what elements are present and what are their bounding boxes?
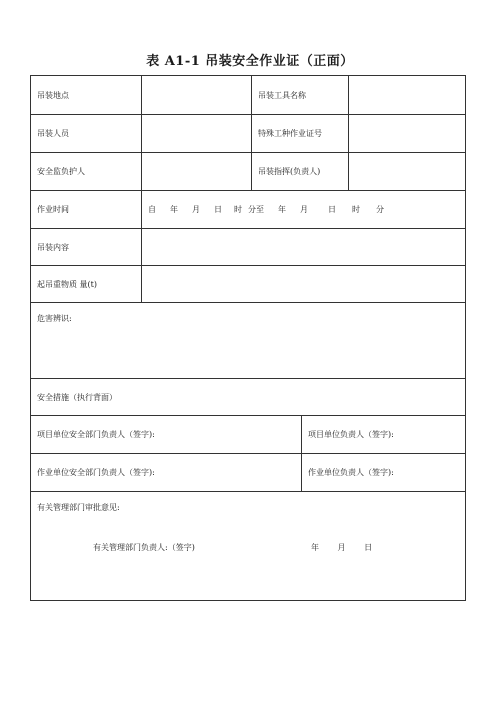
content-value-field[interactable] <box>141 229 465 265</box>
location-label: 吊装地点 <box>37 90 69 100</box>
row-hazard <box>31 303 465 379</box>
row-content <box>31 229 465 266</box>
project-lead-label: 项目单位负责人（签字): <box>308 430 394 439</box>
approval-date <box>311 542 388 553</box>
commander-label: 吊装指挥(负责人) <box>251 153 348 190</box>
personnel-value-field[interactable] <box>141 115 251 152</box>
row-safety <box>31 379 465 416</box>
time-start-hour: 时 <box>234 205 242 214</box>
commander-value-field[interactable] <box>348 153 465 190</box>
approval-month: 月 <box>337 543 346 552</box>
row-guardian <box>31 153 465 191</box>
special-cert-value-field[interactable] <box>348 115 465 152</box>
row-work-signatures <box>31 454 465 492</box>
work-safety-label: 作业单位安全部门负责人（签字): <box>37 468 155 477</box>
work-time-label: 作业时间 <box>37 205 69 214</box>
time-start-minute-to: 分至 <box>248 205 264 214</box>
lifting-permit-form <box>30 75 466 601</box>
project-lead-signature-field[interactable] <box>301 416 465 453</box>
safety-field[interactable] <box>31 379 465 415</box>
content-label: 吊装内容 <box>37 242 69 252</box>
tool-label: 吊装工具名称 <box>251 76 348 114</box>
time-end-day: 日 <box>328 205 336 214</box>
row-personnel <box>31 115 465 153</box>
special-cert-label: 特殊工种作业证号 <box>251 115 348 152</box>
approval-year: 年 <box>311 543 319 552</box>
personnel-label: 吊装人员 <box>37 129 69 138</box>
safety-label: 安全措施（执行背面） <box>37 392 117 402</box>
guardian-label: 安全监负护人 <box>37 167 85 176</box>
row-location <box>31 76 465 115</box>
hazard-field[interactable] <box>31 303 465 378</box>
work-time-field[interactable] <box>141 191 465 228</box>
tool-value-field[interactable] <box>348 76 465 114</box>
work-lead-label: 作业单位负责人（签字): <box>308 468 394 477</box>
work-lead-signature-field[interactable] <box>301 454 465 491</box>
time-start-month: 月 <box>192 205 200 214</box>
approval-signer-label: 有关管理部门负责人:（签字) <box>93 543 195 552</box>
weight-label: 起吊重物质 量(t) <box>37 279 97 289</box>
hazard-label: 危害辨识: <box>37 314 72 323</box>
location-value-field[interactable] <box>141 76 251 114</box>
time-start-year: 年 <box>170 205 178 214</box>
time-from: 自 <box>148 205 156 214</box>
time-end-year: 年 <box>278 205 286 214</box>
row-project-signatures <box>31 416 465 454</box>
project-safety-label: 项目单位安全部门负责人（签字): <box>37 430 155 439</box>
guardian-value-field[interactable] <box>141 153 251 190</box>
approval-label: 有关管理部门审批意见: <box>37 503 120 512</box>
time-end-minute: 分 <box>376 205 384 214</box>
project-safety-signature-field[interactable] <box>31 416 301 453</box>
time-start-day: 日 <box>214 205 222 214</box>
row-approval <box>31 492 465 600</box>
row-work-time <box>31 191 465 229</box>
page-title: 表 A1-1 吊装安全作业证（正面） <box>146 54 354 69</box>
time-end-month: 月 <box>300 205 308 214</box>
time-end-hour: 时 <box>352 205 360 214</box>
approval-day: 日 <box>364 543 373 552</box>
row-weight <box>31 266 465 303</box>
work-safety-signature-field[interactable] <box>31 454 301 491</box>
weight-value-field[interactable] <box>141 266 465 302</box>
